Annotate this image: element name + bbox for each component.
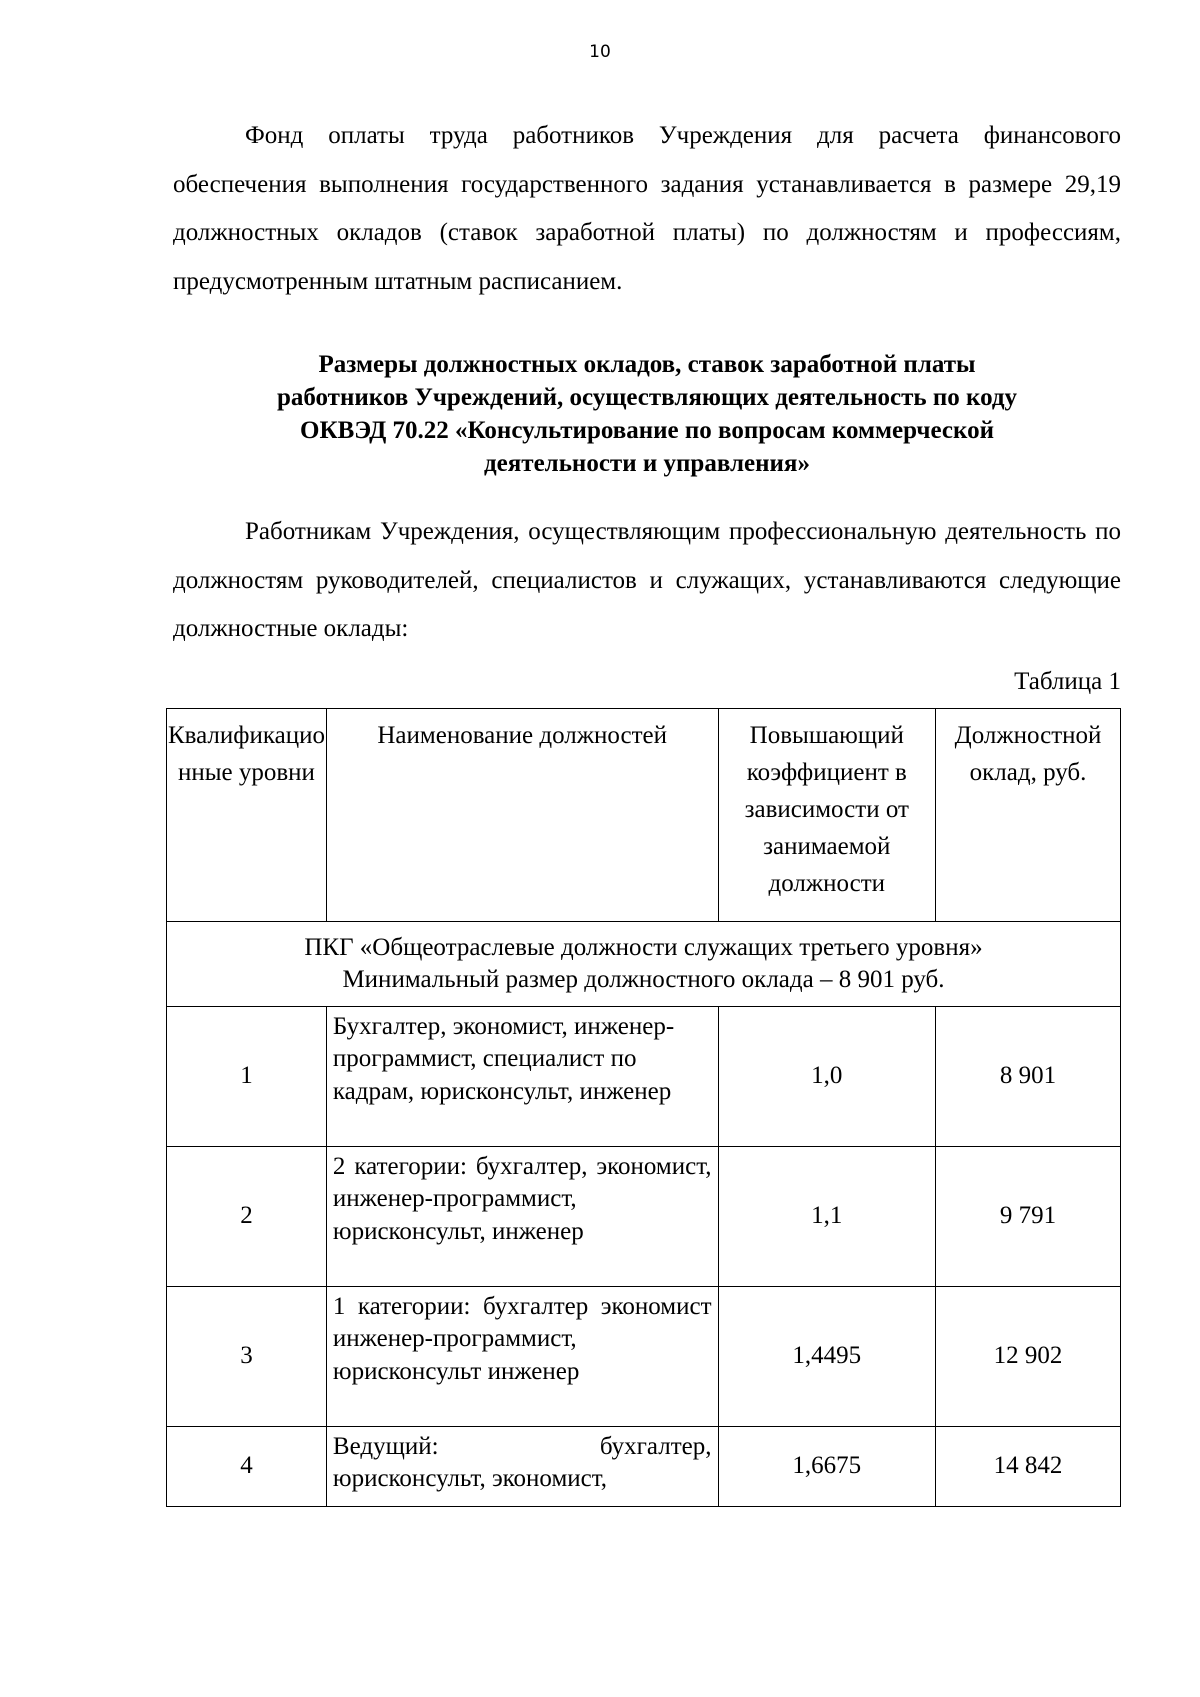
cell-coefficient: 1,4495 <box>718 1286 936 1426</box>
cell-position-name: 1 категории: бухгалтер экономист инженер-программист, юрисконсульт инженер <box>326 1286 718 1426</box>
header-qualification-levels: Квалификационные уровни <box>167 708 327 921</box>
cell-coefficient: 1,0 <box>718 1006 936 1146</box>
cell-coefficient: 1,1 <box>718 1146 936 1286</box>
header-salary: Должностной оклад, руб. <box>936 708 1121 921</box>
heading-line-4: деятельности и управления» <box>484 450 810 477</box>
group-title: ПКГ «Общеотраслевые должности служащих третьего уровня» <box>304 933 983 961</box>
cell-position-name: Бухгалтер, экономист, инженер-программист, специалист по кадрам, юрисконсульт, инженер <box>326 1006 718 1146</box>
group-min-salary: Минимальный размер должностного оклада – 8 901 руб. <box>342 965 945 993</box>
cell-level: 1 <box>167 1006 327 1146</box>
cell-level: 4 <box>167 1426 327 1506</box>
heading-line-2: работников Учреждений, осуществляющих деятельность по коду <box>276 384 1018 411</box>
cell-salary: 8 901 <box>936 1006 1121 1146</box>
table-header-row <box>167 708 1121 921</box>
table-row <box>167 1006 1121 1146</box>
cell-salary: 12 902 <box>936 1286 1121 1426</box>
heading-line-3: ОКВЭД 70.22 «Консультирование по вопросам коммерческой <box>300 417 994 444</box>
group-row <box>167 921 1121 1006</box>
table-row <box>167 1146 1121 1286</box>
table-row <box>167 1286 1121 1426</box>
header-increase-coefficient: Повышающий коэффициент в зависимости от занимаемой должности <box>718 708 936 921</box>
cell-level: 2 <box>167 1146 327 1286</box>
cell-level: 3 <box>167 1286 327 1426</box>
section-heading <box>173 348 1121 480</box>
heading-line-1: Размеры должностных окладов, ставок заработной платы <box>318 351 976 378</box>
header-position-names: Наименование должностей <box>326 708 718 921</box>
cell-salary: 9 791 <box>936 1146 1121 1286</box>
page-number: 10 <box>589 42 611 62</box>
group-cell <box>167 921 1121 1006</box>
cell-salary: 14 842 <box>936 1426 1121 1506</box>
cell-coefficient: 1,6675 <box>718 1426 936 1506</box>
salary-table <box>166 708 1121 1507</box>
paragraph-payroll-fund: Фонд оплаты труда работников Учреждения для расчета финансового обеспечения выполнения государственного задания устанавливается в размере 29,19 должностных окладов (ставок заработной платы) по должностям и профессиям, предусмотренным штатным расписанием. <box>173 122 1121 295</box>
table-row <box>167 1426 1121 1506</box>
table-caption: Таблица 1 <box>1014 667 1121 695</box>
paragraph-salaries-intro: Работникам Учреждения, осуществляющим профессиональную деятельность по должностям руководителей, специалистов и служащих, устанавливаются следующие должностные оклады: <box>173 518 1121 642</box>
document-body <box>167 112 1121 1507</box>
cell-position-name: Ведущий: бухгалтер, юрисконсульт, экономист, <box>326 1426 718 1506</box>
cell-position-name: 2 категории: бухгалтер, экономист, инженер-программист, юрисконсульт, инженер <box>326 1146 718 1286</box>
